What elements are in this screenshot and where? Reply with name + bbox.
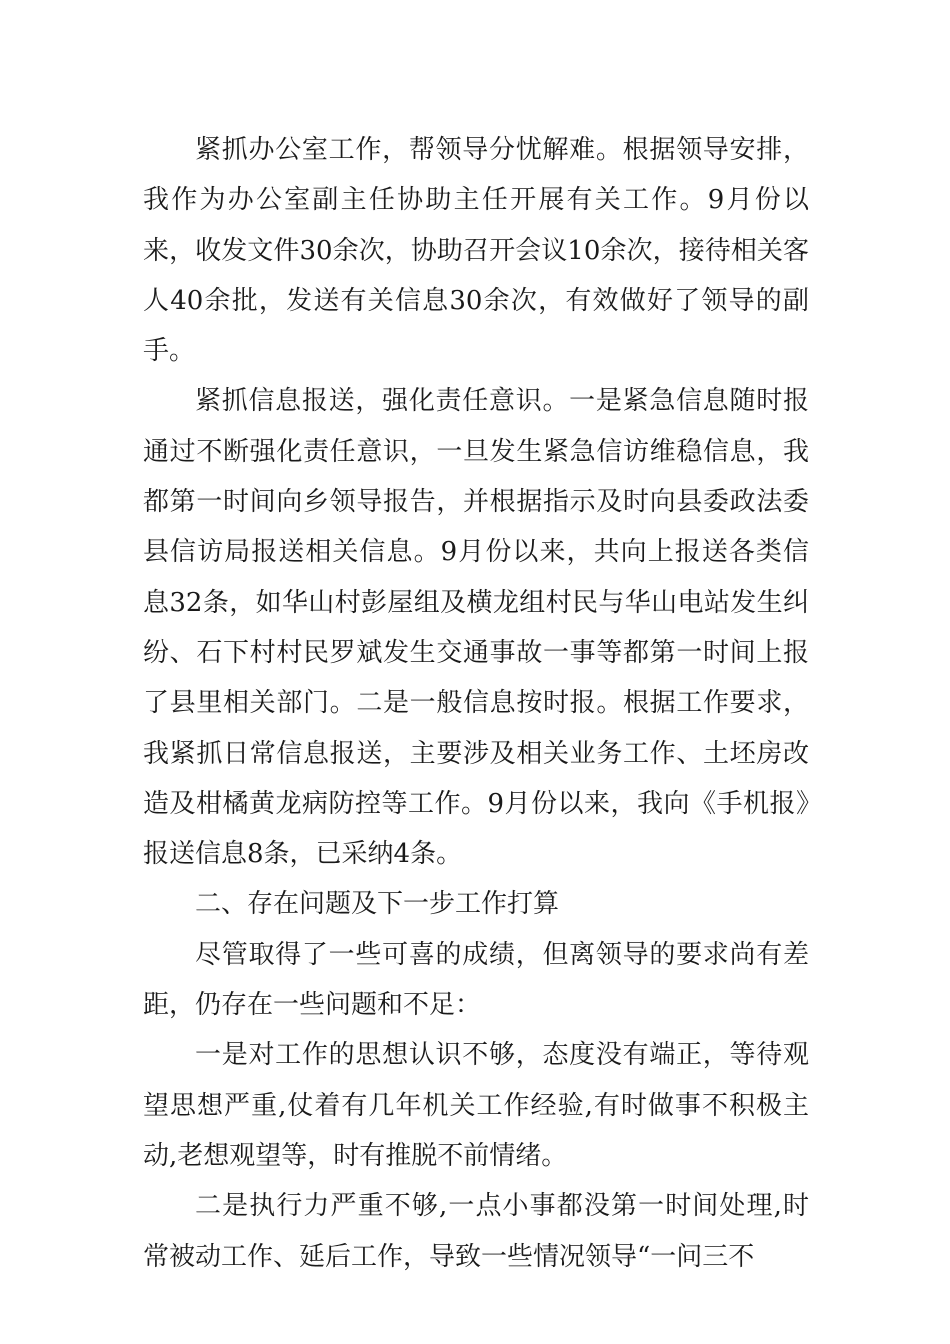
document-body — [143, 125, 809, 1282]
paragraph-problem-one: 一是对工作的思想认识不够，态度没有端正，等待观望思想严重,仗着有几年机关工作经验,有时做事不积极主动,老想观望等，时有推脱不前情绪。 — [143, 1040, 809, 1171]
paragraph-shortcomings-intro: 尽管取得了一些可喜的成绩，但离领导的要求尚有差距，仍存在一些问题和不足： — [143, 939, 809, 1021]
section-heading-problems: 二、存在问题及下一步工作打算 — [195, 889, 560, 920]
paragraph-office-work: 紧抓办公室工作，帮领导分忧解难。根据领导安排，我作为办公室副主任协助主任开展有关工作。9月份以来，收发文件30余次，协助召开会议10余次，接待相关客人40余批，发送有关信息30余次，有效做好了领导的副手。 — [143, 135, 809, 367]
paragraph-information-reporting: 紧抓信息报送，强化责任意识。一是紧急信息随时报通过不断强化责任意识，一旦发生紧急信访维稳信息，我都第一时间向乡领导报告，并根据指示及时向县委政法委县信访局报送相关信息。9月份以来，共向上报送各类信息32条，如华山村彭屋组及横龙组村民与华山电站发生纠纷、石下村村民罗斌发生交通事故一事等都第一时间上报了县里相关部门。二是一般信息按时报。根据工作要求，我紧抓日常信息报送，主要涉及相关业务工作、土坯房改造及柑橘黄龙病防控等工作。9月份以来，我向《手机报》报送信息8条，已采纳4条。 — [143, 386, 809, 870]
paragraph-problem-two: 二是执行力严重不够,一点小事都没第一时间处理,时常被动工作、延后工作，导致一些情况领导“一问三不 — [143, 1191, 809, 1272]
